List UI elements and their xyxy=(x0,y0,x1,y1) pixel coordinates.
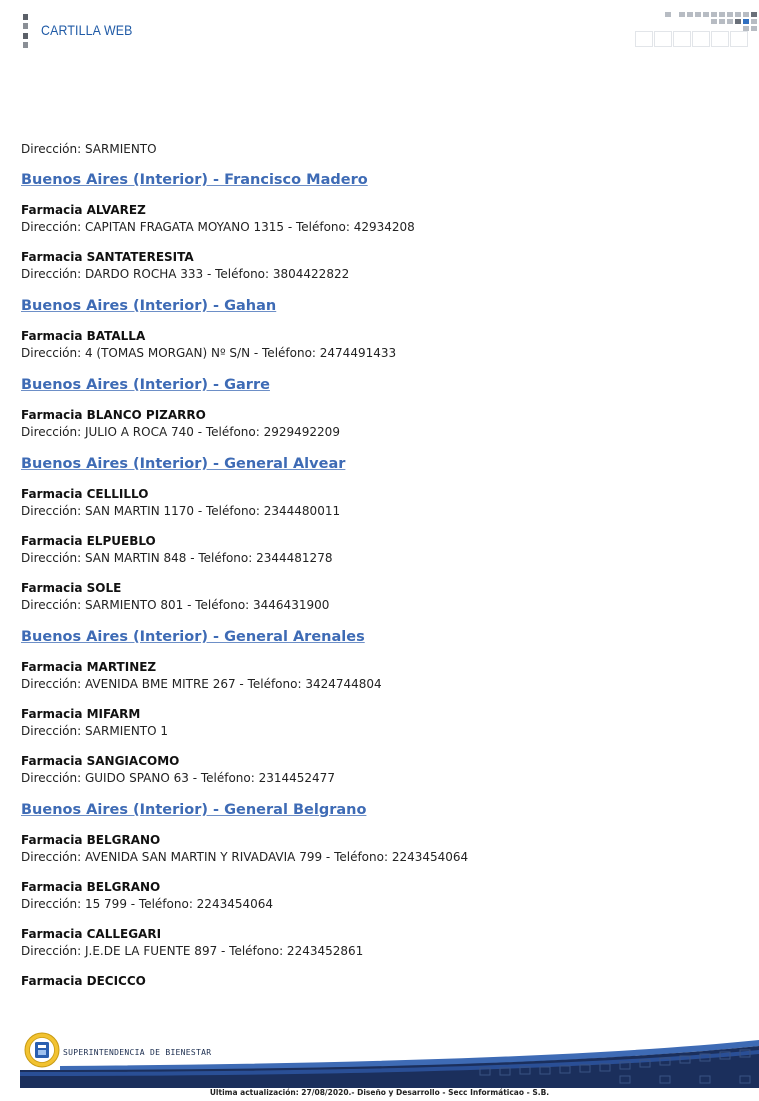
region-heading-link[interactable]: Buenos Aires (Interior) - Gahan xyxy=(21,298,277,314)
region-heading-link[interactable]: Buenos Aires (Interior) - General Belgrano xyxy=(21,802,367,818)
page-title: CARTILLA WEB xyxy=(41,22,133,38)
footer-band xyxy=(20,1034,759,1088)
pharmacy-address: Dirección: SAN MARTIN 848 - Teléfono: 2344481278 xyxy=(21,551,333,565)
pharmacy-address: Dirección: CAPITAN FRAGATA MOYANO 1315 - Teléfono: 42934208 xyxy=(21,220,415,234)
pharmacy-name: Farmacia MARTINEZ xyxy=(21,660,157,674)
pharmacy-address: Dirección: DARDO ROCHA 333 - Teléfono: 3804422822 xyxy=(21,267,350,281)
pharmacy-address: Dirección: SARMIENTO 801 - Teléfono: 3446431900 xyxy=(21,598,330,612)
pharmacy-name: Farmacia CELLILLO xyxy=(21,487,149,501)
pharmacy-name: Farmacia SOLE xyxy=(21,581,122,595)
region-heading-link[interactable]: Buenos Aires (Interior) - General Alvear xyxy=(21,456,346,472)
pharmacy-name: Farmacia SANTATERESITA xyxy=(21,250,194,264)
pharmacy-entry xyxy=(21,486,741,520)
pharmacy-name: Farmacia ALVAREZ xyxy=(21,203,146,217)
pharmacy-address: Dirección: J.E.DE LA FUENTE 897 - Teléfono: 2243452861 xyxy=(21,944,364,958)
pharmacy-entry xyxy=(21,753,741,787)
pharmacy-entry xyxy=(21,328,741,362)
pharmacy-entry xyxy=(21,926,741,960)
pharmacy-entry xyxy=(21,706,741,740)
pharmacy-address: Dirección: AVENIDA SAN MARTIN Y RIVADAVIA 799 - Teléfono: 2243454064 xyxy=(21,850,469,864)
footer-update-note: Ultima actualización: 27/08/2020.- Diseño y Desarrollo - Secc Informáticao - S.B. xyxy=(209,1088,550,1097)
header-grid-decoration-icon xyxy=(635,12,759,48)
footer-organization-name: SUPERINTENDENCIA DE BIENESTAR xyxy=(63,1048,212,1057)
pharmacy-address: Dirección: AVENIDA BME MITRE 267 - Teléfono: 3424744804 xyxy=(21,677,382,691)
pharmacy-name: Farmacia ELPUEBLO xyxy=(21,534,156,548)
pharmacy-name: Farmacia BELGRANO xyxy=(21,880,161,894)
pharmacy-name: Farmacia MIFARM xyxy=(21,707,141,721)
pharmacy-entry xyxy=(21,879,741,913)
pharmacy-entry xyxy=(21,659,741,693)
region-heading-link[interactable]: Buenos Aires (Interior) - Francisco Madero xyxy=(21,172,368,188)
pharmacy-name: Farmacia BELGRANO xyxy=(21,833,161,847)
continued-address: Dirección: SARMIENTO xyxy=(21,142,157,156)
pharmacy-name: Farmacia CALLEGARI xyxy=(21,927,162,941)
pharmacy-listing xyxy=(21,141,741,1003)
pharmacy-address: Dirección: 15 799 - Teléfono: 2243454064 xyxy=(21,897,274,911)
pharmacy-entry xyxy=(21,407,741,441)
pharmacy-entry xyxy=(21,832,741,866)
pharmacy-address: Dirección: 4 (TOMAS MORGAN) Nº S/N - Teléfono: 2474491433 xyxy=(21,346,397,360)
pharmacy-address: Dirección: SARMIENTO 1 xyxy=(21,724,169,738)
pharmacy-name: Farmacia BATALLA xyxy=(21,329,146,343)
pharmacy-name: Farmacia SANGIACOMO xyxy=(21,754,180,768)
pharmacy-address: Dirección: JULIO A ROCA 740 - Teléfono: 2929492209 xyxy=(21,425,340,439)
region-heading-link[interactable]: Buenos Aires (Interior) - General Arenales xyxy=(21,629,365,645)
pharmacy-entry xyxy=(21,533,741,567)
pharmacy-entry xyxy=(21,580,741,614)
pharmacy-name: Farmacia BLANCO PIZARRO xyxy=(21,408,206,422)
region-heading-link[interactable]: Buenos Aires (Interior) - Garre xyxy=(21,377,270,393)
pharmacy-entry xyxy=(21,202,741,236)
pharmacy-address: Dirección: GUIDO SPANO 63 - Teléfono: 2314452477 xyxy=(21,771,335,785)
pharmacy-entry xyxy=(21,249,741,283)
pharmacy-entry xyxy=(21,973,741,990)
pharmacy-name: Farmacia DECICCO xyxy=(21,974,146,988)
header-accent-bar xyxy=(23,14,29,48)
pharmacy-address: Dirección: SAN MARTIN 1170 - Teléfono: 2344480011 xyxy=(21,504,341,518)
institution-seal-icon xyxy=(24,1032,60,1068)
